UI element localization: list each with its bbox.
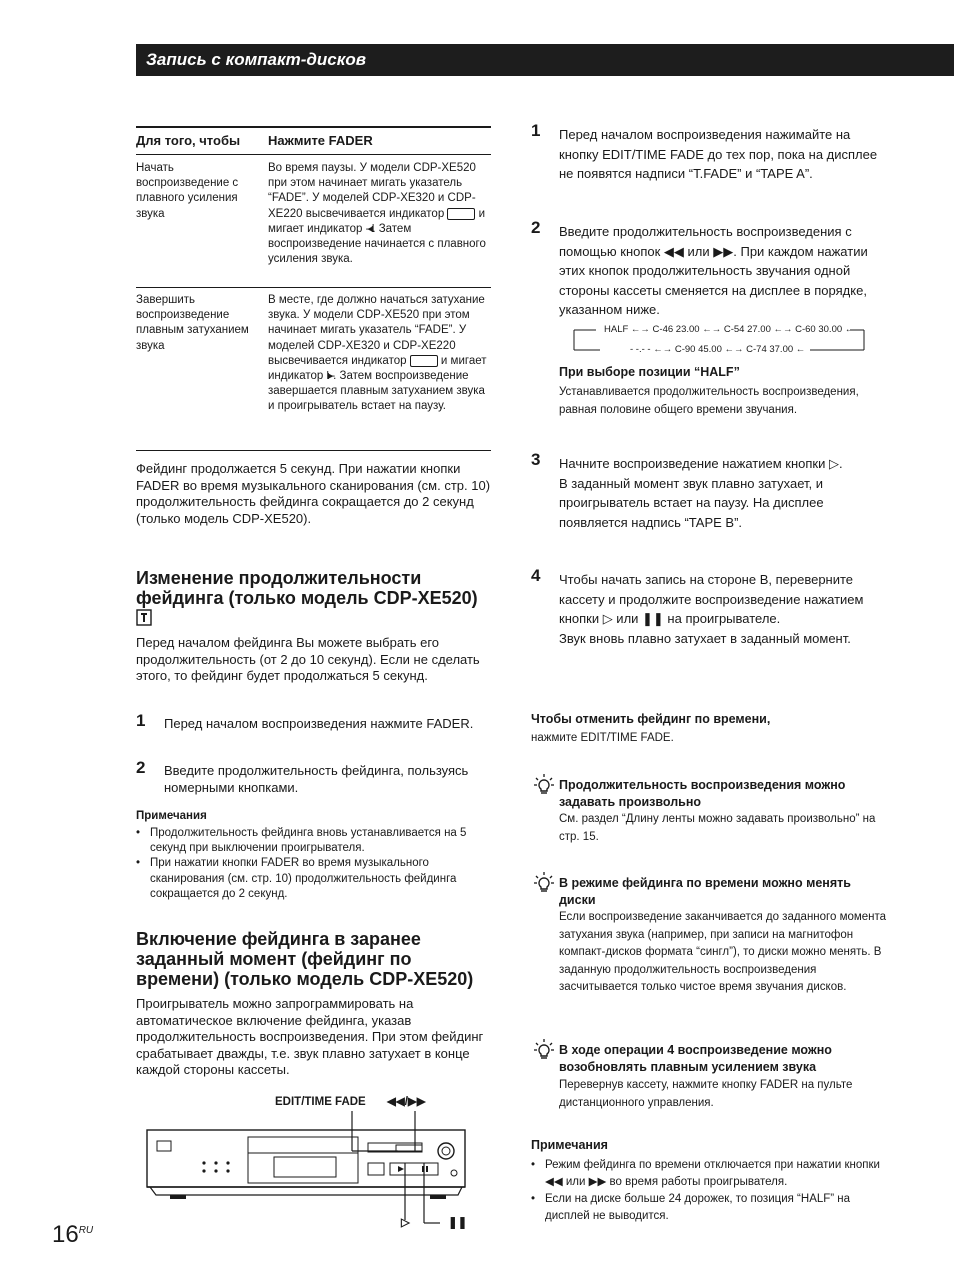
step-2-number: 2 <box>531 218 541 237</box>
table-row-2-desc: В месте, где должно начаться затухание звука. У модели CDP-XE520 при этом начинает мигать указатель “FADE”. У моделей CDP-XE320 и CDP-XE220 высвечивается индикатор и мигает индикатор lı▸-. Затем воспроизведение завершается плавным затуханием звука и проигрыватель встает на паузу. <box>268 294 487 413</box>
remote-only-icon <box>136 609 152 626</box>
table-bottom-rule <box>136 450 491 451</box>
section2-intro: Проигрыватель можно запрограммировать на автоматическое включение фейдинга, указав продолжительность воспроизведения. При этом фейдинг срабатывает дважды, т.е. звук плавно затухает в конце каждой стороны кассеты. <box>136 996 484 1077</box>
section1-title: Изменение продолжительности фейдинга (только модель CDP-XE520) <box>136 568 486 628</box>
cancel-text: нажмите EDIT/TIME FADE. <box>531 732 674 744</box>
table-row-1-desc: Во время паузы. У модели CDP-XE520 при этом начинает мигать указатель “FADE”. У моделей CDP-XE320 и CDP-XE220 высвечивается индикатор и мигает индикатор -◂ıl. Затем воспроизведение начинается с плавного усиления звука. <box>268 162 486 266</box>
tip-bulb-icon <box>533 1038 555 1060</box>
tip-bulb-icon <box>533 773 555 795</box>
tip-2-title: В режиме фейдинга по времени можно менять диски <box>559 876 851 907</box>
table-row-2-action: Завершить воспроизведение плавным затуханием звука <box>136 294 249 352</box>
label-edit-time-fade: EDIT/TIME FADE <box>275 1096 366 1108</box>
list-item: • Продолжительность фейдинга вновь устанавливается на 5 секунд при выключении проигрывателя. <box>136 827 467 855</box>
display-indicator-icon <box>447 208 475 220</box>
table-row-rule <box>136 287 491 288</box>
step-4-number: 4 <box>531 566 541 585</box>
step-2-text: Введите продолжительность воспроизведения с помощью кнопок ◀◀ или ▶▶. При каждом нажатии этих кнопок продолжительность звучания одной стороны кассеты сменяется на дисплее в порядке, указанном ниже. <box>559 224 868 317</box>
fade-out-icon: lı▸- <box>326 370 334 383</box>
cancel-title: Чтобы отменить фейдинг по времени, <box>531 712 771 726</box>
step-3-number: 3 <box>531 450 541 469</box>
tip-2-text: Если воспроизведение заканчивается до заданного момента затухания звука (например, при записи на магнитофон компакт-дисков формата “сингл”), то диски можно менять. В заданную продолжительность воспроизведения засчитывается только чистое время звучания дисков. <box>559 911 887 993</box>
step-1-text: Перед началом воспроизведения нажимайте на кнопку EDIT/TIME FADE до тех пор, пока на дисплее не появятся надписи “T.FADE” и “TAPE A”. <box>559 127 878 181</box>
section1-step-2-text: Введите продолжительность фейдинга, пользуясь номерными кнопками. <box>164 763 469 795</box>
notes2-title: Примечания <box>531 1138 608 1152</box>
notes2-list <box>531 1157 891 1225</box>
section1-step-1-text: Перед началом воспроизведения нажмите FADER. <box>164 716 474 731</box>
display-indicator-icon <box>410 355 438 367</box>
fade-in-icon: -◂ıl <box>365 222 373 235</box>
step-4-text: Чтобы начать запись на стороне B, переверните кассету и продолжите воспроизведение нажатием кнопки ▷ или ❚❚ на проигрывателе. Звук вновь плавно затухает в заданный момент. <box>559 572 864 646</box>
label-skip-buttons: ◀◀/▶▶ <box>387 1096 426 1108</box>
half-title: При выборе позиции “HALF” <box>559 365 740 379</box>
label-pause: ❚❚ <box>448 1217 468 1229</box>
table-row-1-action: Начать воспроизведение с плавного усиления звука <box>136 162 239 220</box>
section1-step-1-number: 1 <box>136 711 146 730</box>
tip-1-title: Продолжительность воспроизведения можно задавать произвольно <box>559 778 846 809</box>
step-3-text: Начните воспроизведение нажатием кнопки ▷. В заданный момент звук плавно затухает, и проигрыватель встает на паузу. На дисплее появляется надпись “TAPE B”. <box>559 456 843 530</box>
table-top-rule <box>136 126 491 128</box>
sequence-row-2: - -.- - ←→ C-90 45.00 ←→ C-74 37.00 ← <box>630 344 806 355</box>
page-number: $16^{RU}$ <box>52 1221 94 1248</box>
tip-1-text: См. раздел “Длину ленты можно задавать произвольно” на стр. 15. <box>559 813 876 843</box>
section-header <box>136 44 954 76</box>
label-play: ▷ <box>401 1217 410 1229</box>
tip-3-title: В ходе операции 4 воспроизведение можно возобновлять плавным усилением звука <box>559 1043 832 1074</box>
section1-notes <box>136 826 486 902</box>
section1-step-2-number: 2 <box>136 758 146 777</box>
step-1-number: 1 <box>531 121 541 140</box>
section-header-title: Запись с компакт-дисков <box>146 50 367 69</box>
sequence-row-1: HALF ←→ C-46 23.00 ←→ C-54 27.00 ←→ C-60 30.00 ← <box>604 324 855 335</box>
cd-player-illustration <box>140 1105 475 1230</box>
table-header-rule <box>136 154 491 155</box>
tip-bulb-icon <box>533 871 555 893</box>
tip-3-text: Перевернув кассету, нажмите кнопку FADER на пульте дистанционного управления. <box>559 1079 853 1109</box>
half-text: Устанавливается продолжительность воспроизведения, равная половине общего времени звучания. <box>559 386 859 416</box>
section1-notes-title: Примечания <box>136 810 207 822</box>
list-item: • При нажатии кнопки FADER во время музыкального сканирования (см. стр. 10) продолжительность фейдинга сокращается до 2 секунд. <box>136 857 457 900</box>
list-item: • Если на диске больше 24 дорожек, то позиция “HALF” на дисплей не выводится. <box>531 1193 851 1222</box>
table-col1-header: Для того, чтобы <box>136 133 241 148</box>
section2-title: Включение фейдинга в заранее заданный момент (фейдинг по времени) (только модель CDP-XE520) <box>136 929 474 989</box>
fade-duration-note: Фейдинг продолжается 5 секунд. При нажатии кнопки FADER во время музыкального сканирования (см. стр. 10) продолжительность фейдинга сокращается до 2 секунд (только модель CDP-XE520). <box>136 461 491 526</box>
section1-intro: Перед началом фейдинга Вы можете выбрать его продолжительность (от 2 до 10 секунд). Если не сделать этого, то фейдинг будет продолжаться 5 секунд. <box>136 635 480 683</box>
table-col2-header: Нажмите FADER <box>268 133 373 148</box>
list-item: • Режим фейдинга по времени отключается при нажатии кнопки ◀◀ или ▶▶ во время работы проигрывателя. <box>531 1159 880 1188</box>
